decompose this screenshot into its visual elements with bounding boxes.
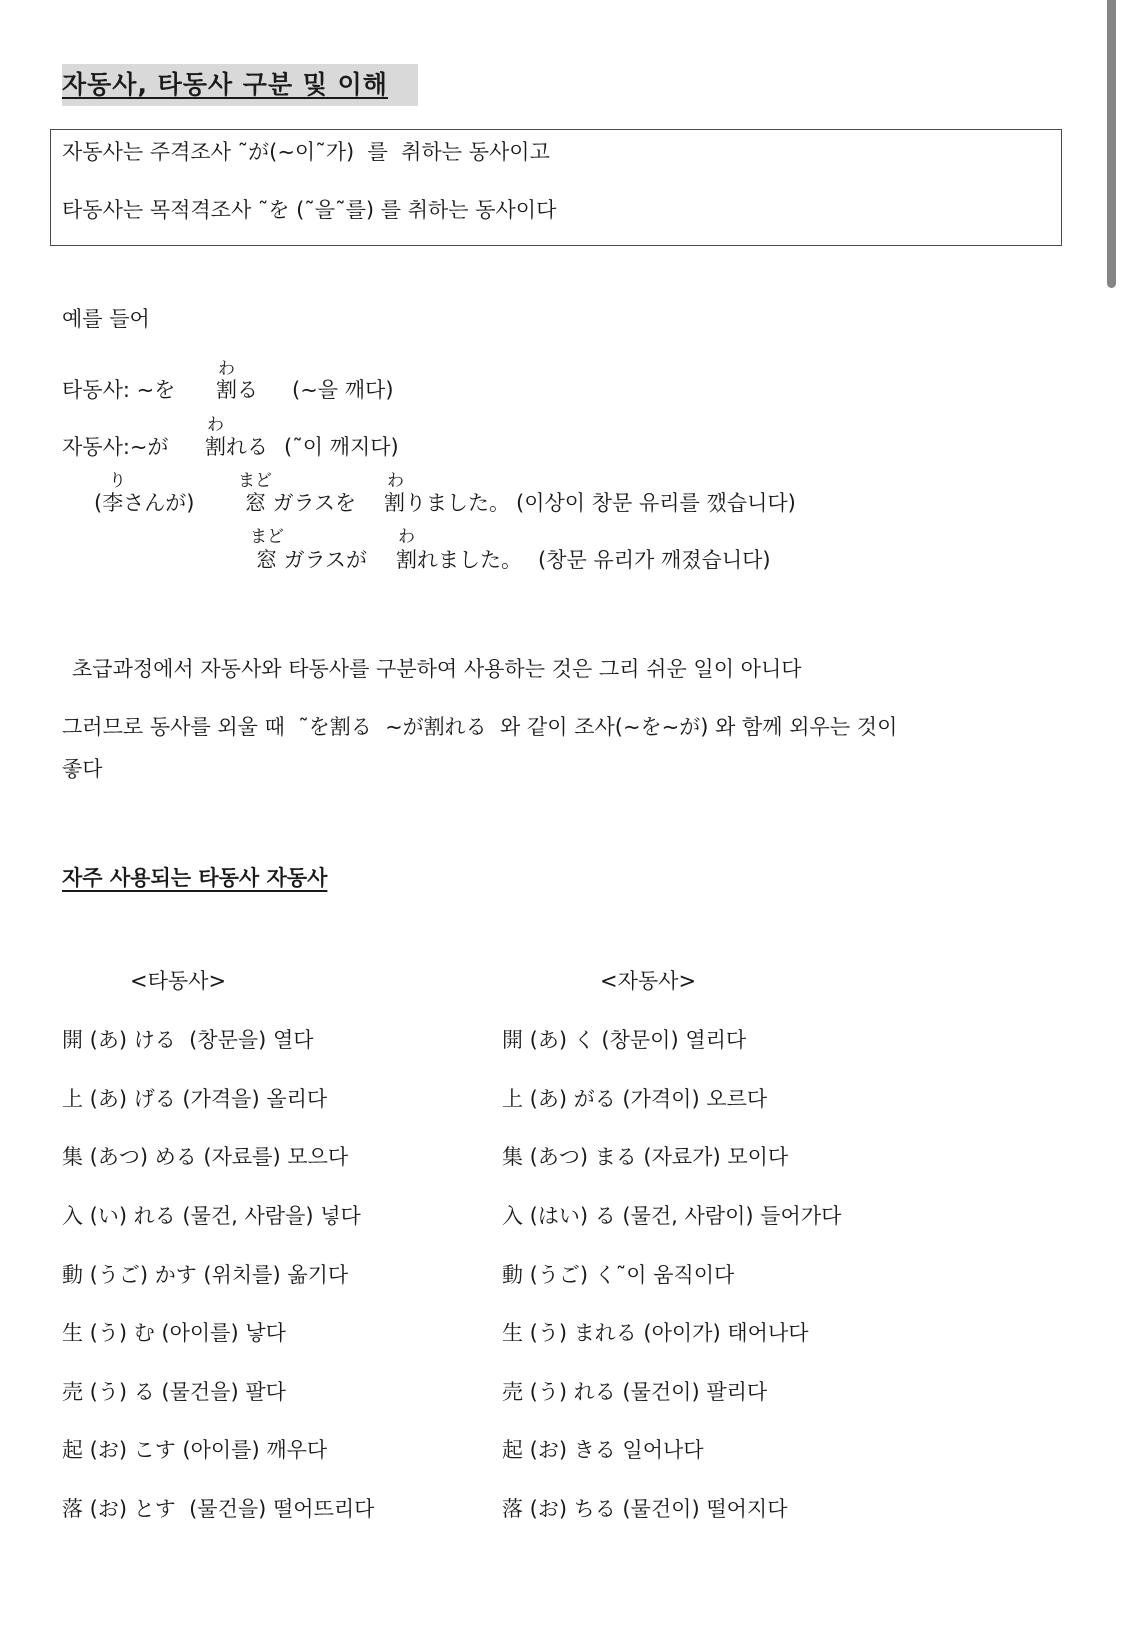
ruby-ri: り <box>109 471 126 491</box>
verb-intransitive: 上 (あ) がる (가격이) 오르다 <box>502 1087 768 1111</box>
ruby-wa: わ <box>218 359 235 379</box>
verb-transitive: 売 (う) る (물건을) 팔다 <box>62 1380 286 1404</box>
verb-transitive: 入 (い) れる (물건, 사람을) 넣다 <box>62 1204 361 1228</box>
vertical-scrollbar[interactable] <box>1107 0 1116 288</box>
verb-intransitive: 生 (う) まれる (아이가) 태어나다 <box>502 1321 809 1345</box>
sentence2-verb: 割れました。 <box>396 548 522 572</box>
note-paragraph-2-cont: 좋다 <box>62 757 103 781</box>
verb-transitive: 動 (うご) かす (위치를) 옮기다 <box>62 1263 349 1287</box>
note-paragraph-1: 초급과정에서 자동사와 타동사를 구분하여 사용하는 것은 그리 쉬운 일이 아니다 <box>72 657 802 681</box>
transitive-column-header: <타동사> <box>130 969 227 993</box>
examples-intro: 예를 들어 <box>62 307 150 331</box>
sentence1-subject: (李さんが) <box>94 491 195 515</box>
intransitive-column-header: <자동사> <box>600 969 697 993</box>
verb-intransitive: 動 (うご) く˜이 움직이다 <box>502 1263 735 1287</box>
verb-intransitive: 開 (あ) く (창문이) 열리다 <box>502 1028 747 1052</box>
ruby-wa: わ <box>207 415 224 435</box>
sentence1-translation: (이상이 창문 유리를 깼습니다) <box>516 491 796 515</box>
page-title: 자동사, 타동사 구분 및 이해 <box>62 64 418 106</box>
transitive-label: 타동사: ∼を <box>62 378 176 402</box>
ruby-mado: まど <box>238 471 272 491</box>
verb-intransitive: 起 (お) きる 일어나다 <box>502 1438 704 1462</box>
sentence2-object: 窓 ガラスが <box>256 548 368 572</box>
verb-intransitive: 落 (お) ちる (물건이) 떨어지다 <box>502 1497 788 1521</box>
verb-intransitive: 集 (あつ) まる (자료가) 모이다 <box>502 1145 789 1169</box>
ruby-wa: わ <box>398 527 415 547</box>
sentence1-object: 窓 ガラスを <box>245 491 357 515</box>
note-paragraph-2: 그러므로 동사를 외울 때 ˜を割る ∼が割れる 와 같이 조사(∼を∼が) 와 함께 외우는 것이 <box>62 715 898 739</box>
sentence2-translation: (창문 유리가 깨졌습니다) <box>538 548 771 572</box>
verb-transitive: 生 (う) む (아이를) 낳다 <box>62 1321 286 1345</box>
ruby-mado: まど <box>250 527 284 547</box>
transitive-meaning: (∼을 깨다) <box>292 378 394 402</box>
verb-intransitive: 売 (う) れる (물건이) 팔리다 <box>502 1380 768 1404</box>
intransitive-meaning: (˜이 깨지다) <box>284 435 399 459</box>
sentence1-verb: 割りました。 <box>384 491 510 515</box>
verb-transitive: 落 (お) とす (물건을) 떨어뜨리다 <box>62 1497 375 1521</box>
verb-transitive: 集 (あつ) める (자료를) 모으다 <box>62 1145 349 1169</box>
verb-transitive: 開 (あ) ける (창문을) 열다 <box>62 1028 314 1052</box>
ruby-wa: わ <box>387 471 404 491</box>
verb-transitive: 起 (お) こす (아이를) 깨우다 <box>62 1438 328 1462</box>
verb-transitive: 上 (あ) げる (가격을) 올리다 <box>62 1087 328 1111</box>
intransitive-label: 자동사:∼が <box>62 435 169 459</box>
definition-intransitive: 자동사는 주격조사 ˜が(∼이˜가) 를 취하는 동사이고 <box>62 140 550 164</box>
transitive-verb: 割る <box>216 378 258 402</box>
intransitive-verb: 割れる <box>205 435 268 459</box>
definition-transitive: 타동사는 목적격조사 ˜を (˜을˜를) 를 취하는 동사이다 <box>62 198 557 222</box>
verb-intransitive: 入 (はい) る (물건, 사람이) 들어가다 <box>502 1204 842 1228</box>
section-heading: 자주 사용되는 타동사 자동사 <box>62 866 328 890</box>
